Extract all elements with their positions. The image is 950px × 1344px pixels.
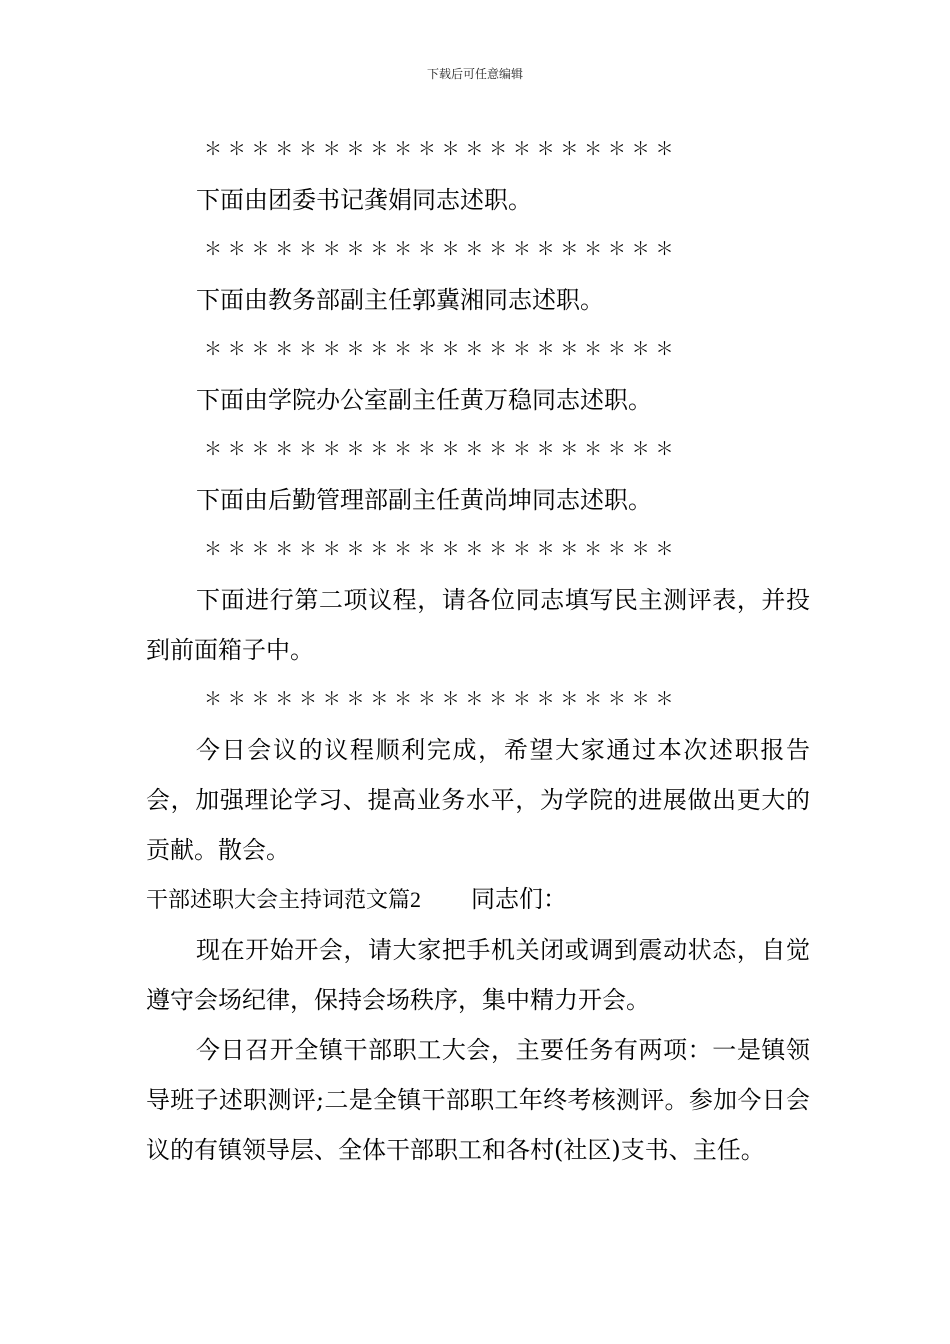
section-title: 干部述职大会主持词范文篇2 — [146, 887, 422, 912]
text-line: 下面由团委书记龚娟同志述职。 — [196, 186, 532, 214]
paragraph: 今日召开全镇干部职工大会，主要任务有两项：一是镇领导班子述职测评;二是全镇干部职工年终考核测评。参加今日会议的有镇领导层、全体干部职工和各村(社区)支书、主任。 — [146, 1036, 810, 1164]
paragraph: 今日会议的议程顺利完成，希望大家通过本次述职报告会，加强理论学习、提高业务水平，为学院的进展做出更大的贡献。散会。 — [146, 736, 810, 864]
star-separator: ＊＊＊＊＊＊＊＊＊＊＊＊＊＊＊＊＊＊＊＊ — [204, 239, 680, 260]
star-separator: ＊＊＊＊＊＊＊＊＊＊＊＊＊＊＊＊＊＊＊＊ — [204, 539, 680, 560]
section-heading — [146, 875, 810, 925]
star-separator: ＊＊＊＊＊＊＊＊＊＊＊＊＊＊＊＊＊＊＊＊ — [204, 139, 680, 160]
text-line: 下面由教务部副主任郭冀湘同志述职。 — [196, 286, 604, 314]
text-line: 下面由后勤管理部副主任黄尚坤同志述职。 — [196, 486, 652, 514]
greeting: 同志们： — [471, 887, 568, 913]
star-separator: ＊＊＊＊＊＊＊＊＊＊＊＊＊＊＊＊＊＊＊＊ — [204, 439, 680, 460]
star-separator: ＊＊＊＊＊＊＊＊＊＊＊＊＊＊＊＊＊＊＊＊ — [204, 339, 680, 360]
document-body — [146, 125, 810, 1175]
paragraph: 现在开始开会，请大家把手机关闭或调到震动状态，自觉遵守会场纪律，保持会场秩序，集中精力开会。 — [146, 936, 810, 1014]
page-header: 下载后可任意编辑 — [426, 67, 523, 81]
text-line: 下面由学院办公室副主任黄万稳同志述职。 — [196, 386, 652, 414]
star-separator: ＊＊＊＊＊＊＊＊＊＊＊＊＊＊＊＊＊＊＊＊ — [204, 689, 680, 710]
paragraph: 下面进行第二项议程，请各位同志填写民主测评表，并投到前面箱子中。 — [146, 586, 810, 664]
